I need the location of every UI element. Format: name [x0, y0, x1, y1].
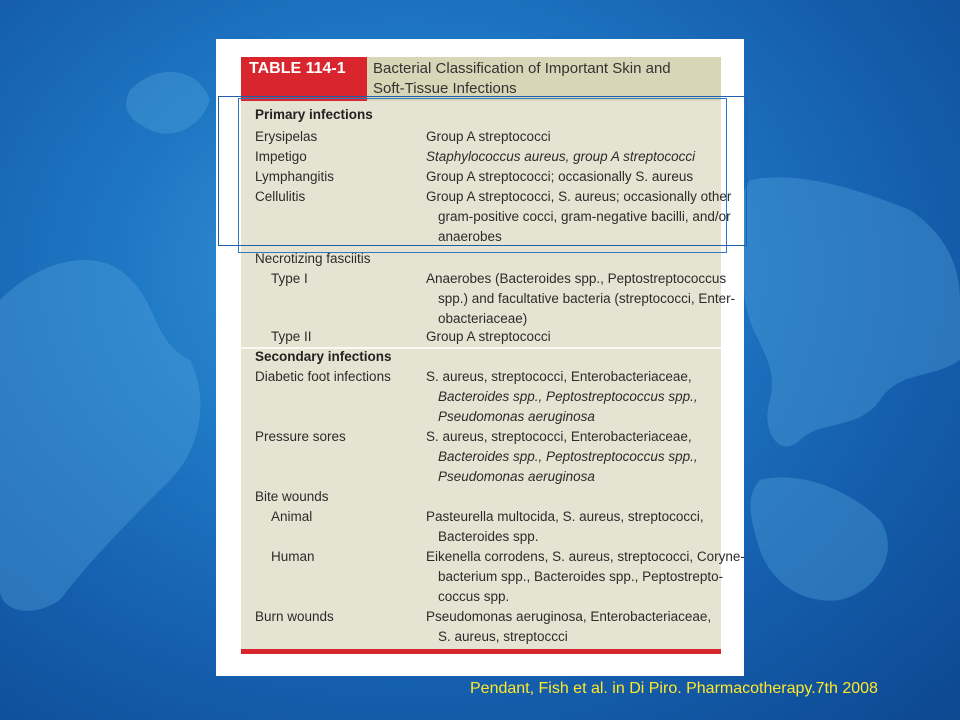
- organism-text: Group A streptococci: [426, 129, 551, 144]
- table-title-line2: Soft-Tissue Infections: [373, 80, 517, 97]
- infection-subtype: Animal: [271, 509, 313, 524]
- organism-text: Bacteroides spp., Peptostreptococcus spp.,: [438, 449, 698, 464]
- organism-text: spp.) and facultative bacteria (streptococci, Enter-: [438, 291, 736, 306]
- table-title-line1: Bacterial Classification of Important Skin and: [373, 60, 671, 77]
- organism-text: Bacteroides spp.: [438, 529, 539, 544]
- organism-text: Anaerobes (Bacteroides spp., Peptostreptococcus: [426, 271, 727, 286]
- infection-name: Impetigo: [255, 149, 307, 164]
- organism-text: Staphylococcus aureus, group A streptococci: [426, 149, 696, 164]
- infection-name: Bite wounds: [255, 489, 329, 504]
- organism-text: obacteriaceae): [438, 311, 528, 326]
- infection-name: Cellulitis: [255, 189, 306, 204]
- organism-text: Group A streptococci, S. aureus; occasionally other: [426, 189, 732, 204]
- organism-text: anaerobes: [438, 229, 502, 244]
- organism-text: S. aureus, streptococci, Enterobacteriaceae,: [426, 369, 692, 384]
- table-title: [367, 57, 679, 101]
- organism-text: bacterium spp., Bacteroides spp., Peptostrepto-: [438, 569, 724, 584]
- organism-text: Pseudomonas aeruginosa, Enterobacteriaceae,: [426, 609, 712, 624]
- table-number-tag: TABLE 114-1: [241, 57, 367, 101]
- infection-name: Diabetic foot infections: [255, 369, 391, 384]
- infection-name: Burn wounds: [255, 609, 334, 624]
- organism-text: Pseudomonas aeruginosa: [438, 409, 595, 424]
- organism-text: Group A streptococci: [426, 329, 551, 344]
- organism-text: S. aureus, streptoccci: [438, 629, 568, 644]
- highlight-box-outer: [218, 96, 747, 246]
- citation-text: Pendant, Fish et al. in Di Piro. Pharmacotherapy.7th 2008: [470, 680, 878, 697]
- table-title-bar: [241, 57, 721, 101]
- section-heading-secondary: Secondary infections: [255, 349, 392, 364]
- infection-name: Lymphangitis: [255, 169, 335, 184]
- organism-text: Pseudomonas aeruginosa: [438, 469, 595, 484]
- organism-text: S. aureus, streptococci, Enterobacteriaceae,: [426, 429, 692, 444]
- infection-subtype: Type II: [271, 329, 312, 344]
- infection-name: Necrotizing fasciitis: [255, 251, 371, 266]
- organism-text: Group A streptococci; occasionally S. aureus: [426, 169, 694, 184]
- infection-name: Pressure sores: [255, 429, 346, 444]
- organism-text: Bacteroides spp., Peptostreptococcus spp.,: [438, 389, 698, 404]
- infection-subtype: Human: [271, 549, 315, 564]
- organism-text: Eikenella corrodens, S. aureus, streptococci, Coryne-: [426, 549, 745, 564]
- organism-text: coccus spp.: [438, 589, 510, 604]
- infection-name: Erysipelas: [255, 129, 318, 144]
- section-heading-primary: Primary infections: [255, 107, 373, 122]
- infection-subtype: Type I: [271, 271, 308, 286]
- section-divider: [241, 347, 721, 349]
- organism-text: Pasteurella multocida, S. aureus, streptococci,: [426, 509, 704, 524]
- organism-text: gram-positive cocci, gram-negative bacilli, and/or: [438, 209, 731, 224]
- table-bottom-rule: [241, 649, 721, 654]
